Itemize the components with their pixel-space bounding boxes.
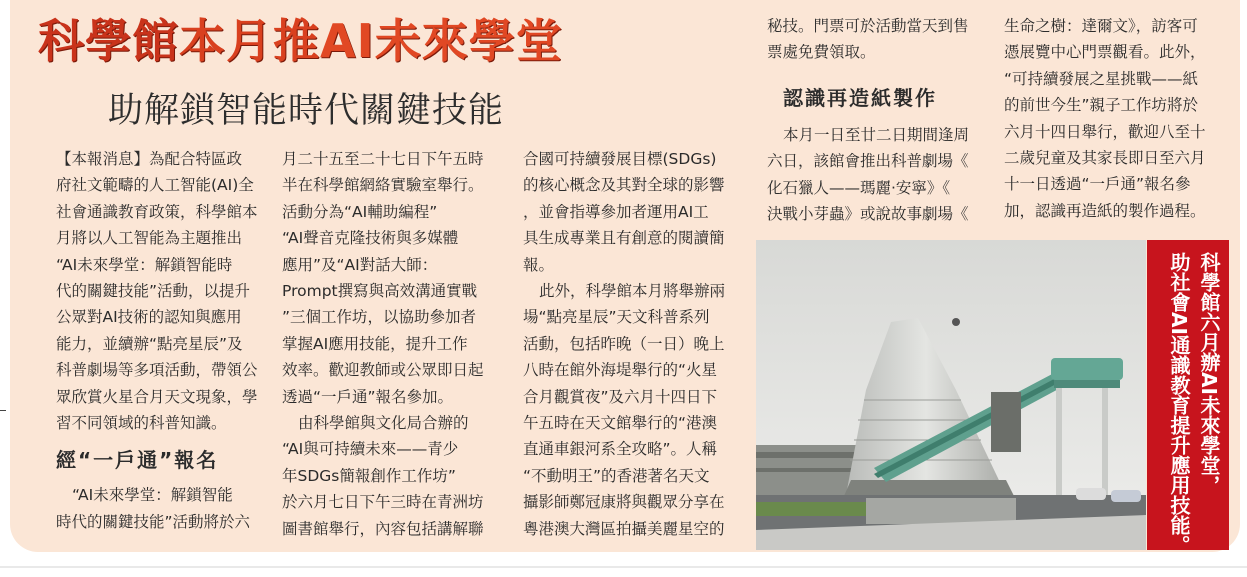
text-line: 直通車銀河系全攻略”。人稱 xyxy=(523,440,718,459)
text-line: 憑展覽中心門票觀看。此外， xyxy=(1004,43,1206,62)
science-museum-illustration xyxy=(756,240,1146,550)
text-line: 八時在館外海堤舉行的“火星 xyxy=(523,361,718,380)
text-line: 半在科學館網絡實驗室舉行。 xyxy=(282,176,484,195)
text-line: 由科學館與文化局合辦的 xyxy=(298,414,469,433)
text-line: 合國可持續發展目標(SDGs) xyxy=(523,150,717,168)
text-line: 二歲兒童及其家長即日至六月 xyxy=(1004,149,1206,168)
text-line: 本月一日至廿二日期間逢周 xyxy=(783,125,970,144)
section-heading: 認識再造紙製作 xyxy=(783,85,937,110)
text-line: 此外，科學館本月將舉辦兩 xyxy=(539,282,726,301)
text-line: 活動，包括昨晚（一日）晚上 xyxy=(523,334,725,353)
text-line: 月將以人工智能為主題推出 xyxy=(56,229,243,248)
text-line: 粵港澳大灣區拍攝美麗星空的 xyxy=(523,519,725,538)
text-line: ”三個工作坊，以協助參加者 xyxy=(282,308,477,327)
text-line: 月二十五至二十七日下午五時 xyxy=(282,150,484,168)
text-line: “AI未來學堂：解鎖智能時 xyxy=(56,255,233,274)
text-line: 習不同領域的科普知識。 xyxy=(56,414,227,433)
text-line: 場“點亮星辰”天文科普系列 xyxy=(523,308,710,327)
text-line: 報。 xyxy=(523,255,555,274)
edge-tick-mark xyxy=(0,410,6,411)
text-line: 效率。歡迎教師或公眾即日起 xyxy=(282,361,484,380)
text-line: 能力，並續辦“點亮星辰”及 xyxy=(56,334,243,353)
headline-part-3: AI未來學堂 xyxy=(320,14,563,68)
headline-part-2: 本月推 xyxy=(179,14,320,68)
text-line: 活動分為“AI輔助編程” xyxy=(282,202,438,221)
photo-caption xyxy=(1147,240,1229,555)
caption-line-1: 科學館六月辦AI未來學堂， xyxy=(1197,252,1221,495)
text-line: 秘技。門票可於活動當天到售 xyxy=(767,17,969,35)
text-line: 年SDGs簡報創作工作坊” xyxy=(282,466,456,485)
text-line: 十一日透過“一戶通”報名參 xyxy=(1004,175,1191,194)
text-line: 合月觀賞夜”及六月十四日下 xyxy=(523,387,718,406)
article-column-2 xyxy=(282,146,484,542)
text-line: “AI與可持續未來——青少 xyxy=(282,440,459,459)
text-line: 決戰小芽蟲》或說故事劇場《 xyxy=(767,205,969,224)
text-line: 具生成專業且有創意的閱讀簡 xyxy=(523,229,725,248)
text-line: 應用”及“AI對話大師： xyxy=(282,255,438,274)
text-line: 票處免費領取。 xyxy=(767,43,876,62)
text-line: “可持續發展之星挑戰——紙 xyxy=(1004,69,1199,88)
text-line: 加，認識再造紙的製作過程。 xyxy=(1004,201,1206,220)
text-line: 社會通識教育政策，科學館本 xyxy=(56,202,258,221)
text-line: 的前世今生”親子工作坊將於 xyxy=(1004,96,1199,115)
caption-line-2: 助社會AI通識教育提升應用技能。 xyxy=(1167,252,1191,555)
article-column-1 xyxy=(56,146,258,535)
text-line: 透過“一戶通”報名參加。 xyxy=(282,387,454,406)
text-line: 府社文範疇的人工智能(AI)全 xyxy=(56,176,254,195)
headline xyxy=(38,12,563,70)
text-line: 於六月七日下午三時在青洲坊 xyxy=(282,493,484,512)
text-line: 公眾對AI技術的認知與應用 xyxy=(56,308,242,327)
text-line: 代的關鍵技能”活動，以提升 xyxy=(56,282,251,301)
text-line: 攝影師鄭冠康將與觀眾分享在 xyxy=(523,493,725,512)
text-line: 眾欣賞火星合月天文現象，學 xyxy=(56,387,258,406)
text-line: 生命之樹：達爾文》，訪客可 xyxy=(1004,17,1198,35)
text-line: 化石獵人——瑪麗·安寧》《 xyxy=(767,178,951,197)
text-line: “不動明王”的香港著名天文 xyxy=(523,466,710,485)
text-line: 【本報消息】為配合特區政 xyxy=(56,150,243,168)
text-line: 六日，該館會推出科普劇場《 xyxy=(767,152,969,171)
text-line: 圖書館舉行，內容包括講解聯 xyxy=(282,519,484,538)
text-line: Prompt撰寫與高效溝通實戰 xyxy=(282,282,478,301)
article-column-3 xyxy=(523,146,725,542)
text-line: 時代的關鍵技能”活動將於六 xyxy=(56,512,251,531)
subheadline: 助解鎖智能時代關鍵技能 xyxy=(108,91,505,131)
article-column-5 xyxy=(1004,13,1206,224)
text-line: ，並會指導參加者運用AI工 xyxy=(523,202,709,221)
text-line: 科普劇場等多項活動，帶領公 xyxy=(56,361,258,380)
text-line: 掌握AI應用技能，提升工作 xyxy=(282,334,468,353)
text-line: 午五時在天文館舉行的“港澳 xyxy=(523,414,718,433)
text-line: 六月十四日舉行，歡迎八至十 xyxy=(1004,122,1206,141)
text-line: 的核心概念及其對全球的影響 xyxy=(523,176,725,195)
science-museum-photo xyxy=(756,240,1146,550)
text-line: “AI未來學堂：解鎖智能 xyxy=(72,486,233,505)
article-column-4 xyxy=(767,13,969,227)
bottom-divider xyxy=(0,566,1247,568)
headline-part-1: 科學館 xyxy=(38,14,179,68)
text-line: “AI聲音克隆技術與多媒體 xyxy=(282,229,459,248)
section-heading: 經“一戶通”報名 xyxy=(56,448,219,473)
